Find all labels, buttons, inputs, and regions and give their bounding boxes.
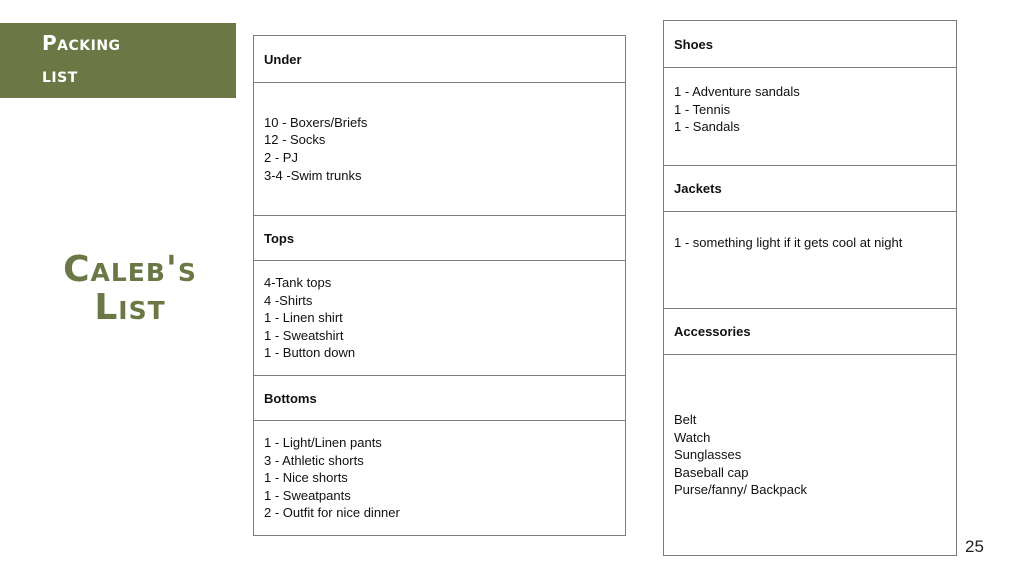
section-items-tops [254,261,626,376]
table-row [254,36,626,83]
table-row [664,21,957,68]
section-items-shoes [664,68,957,166]
table-row [664,355,957,556]
section-items-jackets [664,212,957,309]
title-line-2: List [94,287,166,328]
section-header-jackets: Jackets [664,166,957,212]
list-item: 1 - Adventure sandals [674,84,800,99]
list-item: 1 - Sweatpants [264,487,351,503]
list-item: 4-Tank tops [264,275,332,291]
table-row [254,376,626,421]
page-number: 25 [965,537,984,556]
left-packing-table [253,35,626,536]
table-row [254,261,626,376]
list-item: 10 - Boxers/Briefs [264,114,368,130]
list-item: 2 - Outfit for nice dinner [264,505,400,521]
list-item: 3-4 -Swim trunks [264,167,362,183]
page-title [40,251,220,327]
list-item: 1 - Nice shorts [264,470,348,486]
list-item: 12 - Socks [264,132,326,148]
list-item: 1 - something light if it gets cool at night [674,235,903,250]
section-items-accessories [664,355,957,556]
list-item: 1 - Sandals [674,119,740,135]
list-item: 1 - Button down [264,345,356,361]
list-item: Belt [674,412,697,428]
list-item: 1 - Linen shirt [264,310,343,326]
list-item: Watch [674,429,711,445]
table-row [664,212,957,309]
list-item: 2 - PJ [264,150,298,165]
banner-line-1: Packing [42,31,121,55]
table-row [664,309,957,355]
packing-list-banner [0,23,236,98]
section-items-bottoms [254,421,626,536]
section-header-under: Under [254,36,626,83]
table-row [254,83,626,216]
list-item: 1 - Light/Linen pants [264,435,382,451]
table-row [664,68,957,166]
section-header-bottoms: Bottoms [254,376,626,421]
list-item: Purse/fanny/ Backpack [674,482,807,498]
list-item: Sunglasses [674,447,742,463]
table-row [254,216,626,261]
section-items-under [254,83,626,216]
list-item: Baseball cap [674,464,749,480]
list-item: 1 - Sweatshirt [264,327,344,343]
list-item: 1 - Tennis [674,101,731,117]
section-header-tops: Tops [254,216,626,261]
table-row [254,421,626,536]
banner-line-2: list [42,63,78,87]
list-item: 4 -Shirts [264,292,313,308]
list-item: 3 - Athletic shorts [264,452,364,468]
title-line-1: Caleb's [63,249,197,290]
section-header-shoes: Shoes [664,21,957,68]
section-header-accessories: Accessories [664,309,957,355]
right-packing-table [663,20,957,556]
table-row [664,166,957,212]
